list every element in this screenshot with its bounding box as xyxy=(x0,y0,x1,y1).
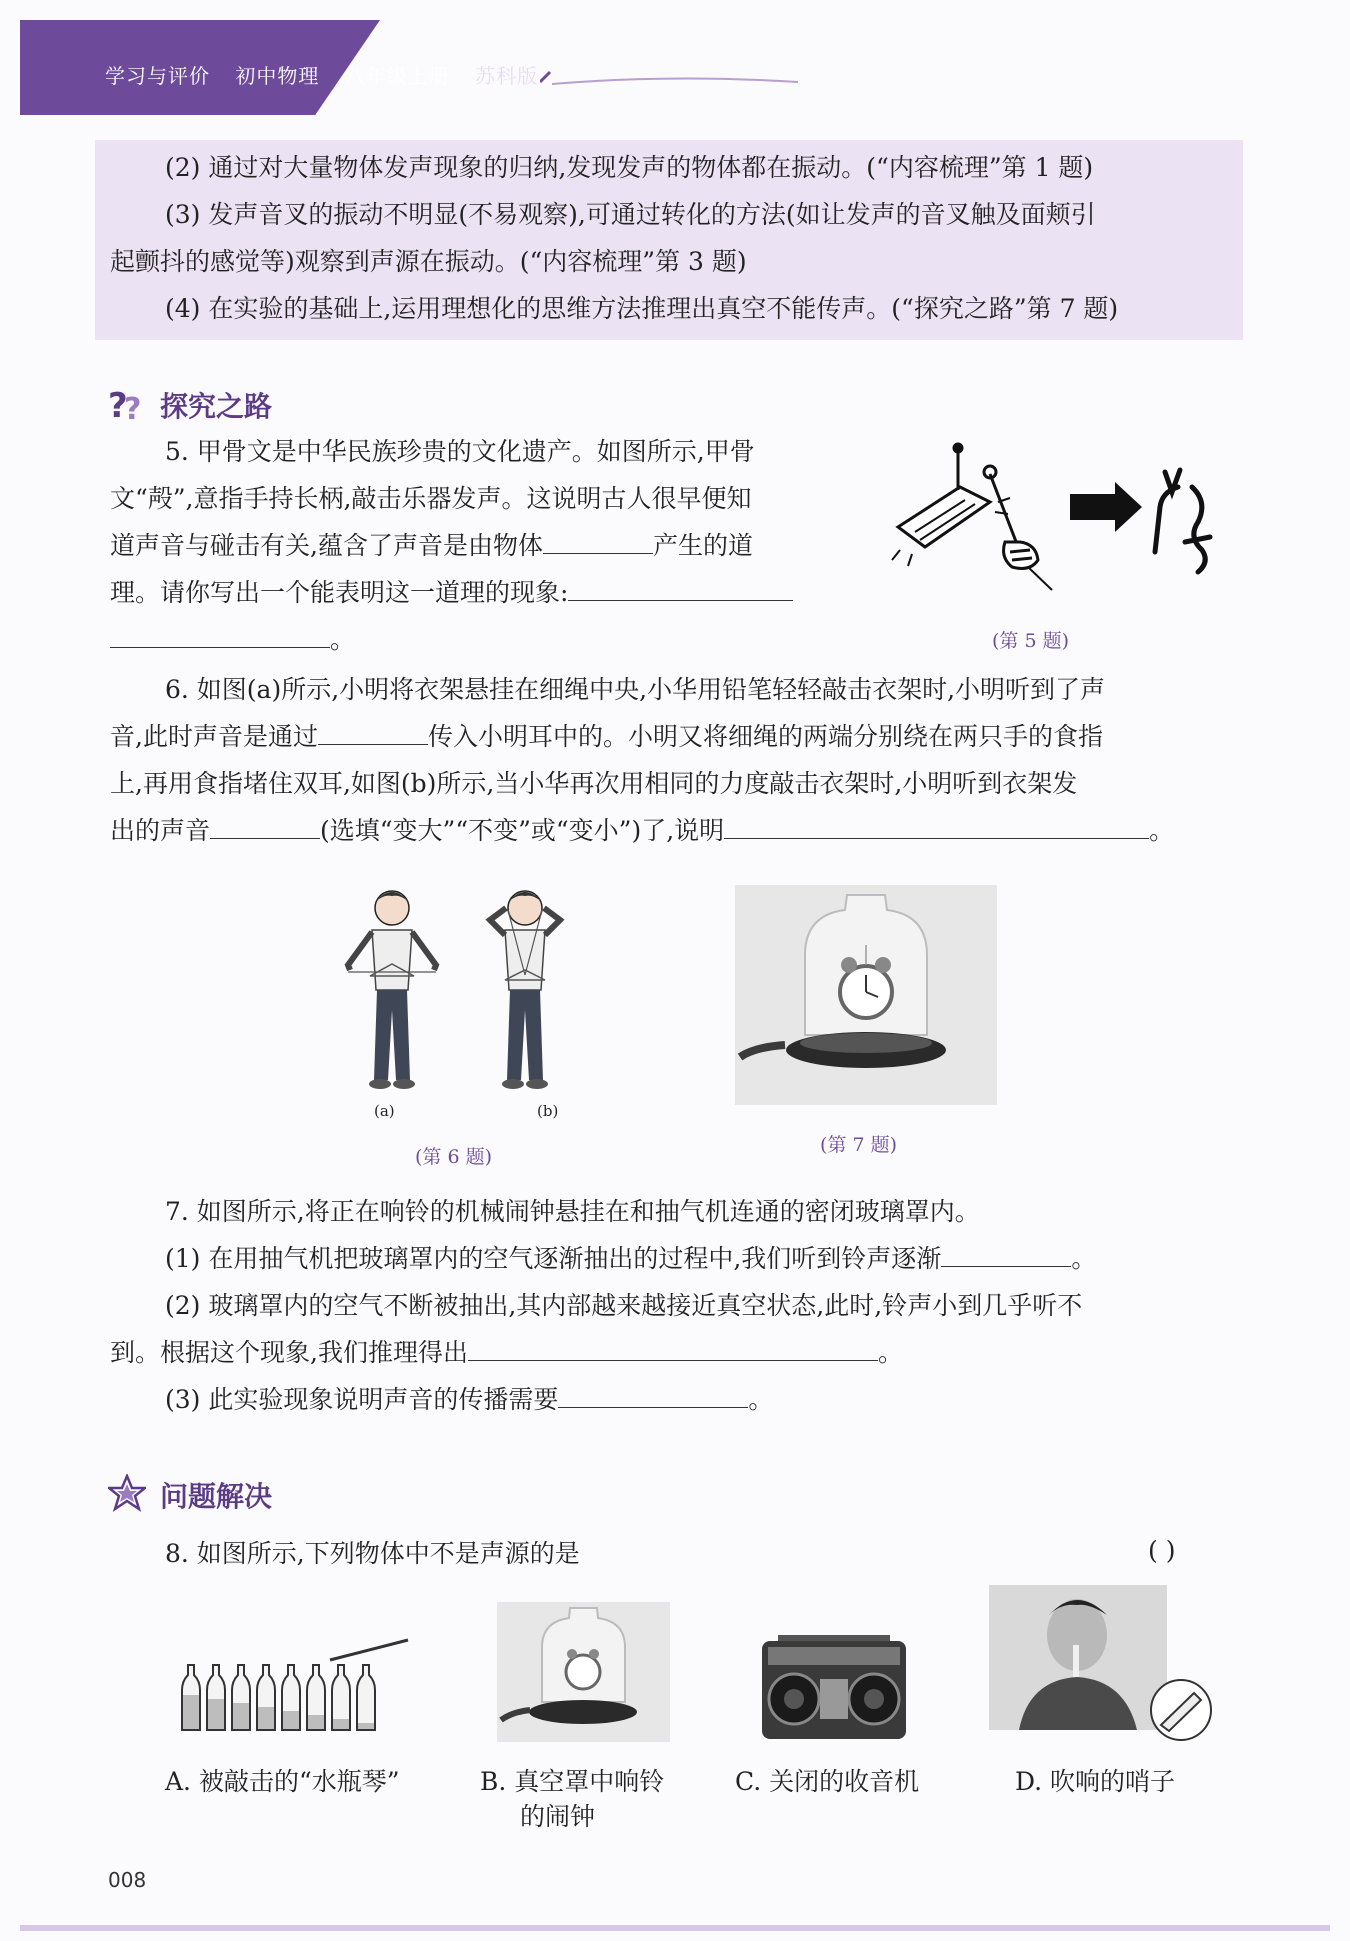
q7-line-5a: (3) 此实验现象说明声音的传播需要 xyxy=(165,1385,559,1414)
q7-blank-2[interactable] xyxy=(468,1334,878,1361)
boy-with-hanger-figure xyxy=(340,880,590,1110)
q6-line-4a: 出的声音 xyxy=(110,816,211,845)
q8-option-c[interactable]: C. 关闭的收音机 xyxy=(735,1767,920,1796)
q6-blank-1[interactable] xyxy=(318,718,428,745)
summary-point-3a: (3) 发声音叉的振动不明显(不易观察),可通过转化的方法(如让发声的音叉触及面颊引 xyxy=(165,200,1096,229)
q5-line-5 xyxy=(110,620,355,660)
q5-blank-2a[interactable] xyxy=(568,574,793,601)
q8-option-d[interactable]: D. 吹响的哨子 xyxy=(1015,1767,1176,1796)
q6-line-1: 6. 如图(a)所示,小明将衣架悬挂在细绳中央,小华用铅笔轻轻敲击衣架时,小明听到了声 xyxy=(165,675,1106,704)
boy-blowing-whistle-photo xyxy=(989,1585,1219,1745)
figure-caption-q7: (第 7 题) xyxy=(820,1134,897,1156)
book-header xyxy=(105,60,556,89)
oracle-bone-figure xyxy=(880,432,1220,602)
q6-blank-2[interactable] xyxy=(210,812,320,839)
q7-blank-1[interactable] xyxy=(941,1240,1071,1267)
svg-text:?: ? xyxy=(124,392,142,425)
pen-stroke-decoration xyxy=(540,70,800,90)
q7-period-1: 。 xyxy=(1071,1244,1097,1273)
fig6-label-a: (a) xyxy=(374,1102,395,1120)
summary-point-4: (4) 在实验的基础上,运用理想化的思维方法推理出真空不能传声。(“探究之路”第 7 题) xyxy=(165,294,1119,323)
q5-blank-2b[interactable] xyxy=(110,621,330,648)
book-title: 学习与评价 xyxy=(105,64,210,88)
svg-text:?: ? xyxy=(108,386,128,425)
q8-answer-parentheses[interactable]: ( ) xyxy=(1148,1536,1176,1565)
section-title-explore: 探究之路 xyxy=(160,390,273,423)
q5-line-4 xyxy=(110,573,793,613)
footer-bar xyxy=(20,1925,1330,1931)
q6-line-2a: 音,此时声音是通过 xyxy=(110,722,318,751)
boy-b-illustration xyxy=(490,891,560,1089)
book-level: 初中物理 xyxy=(235,64,320,88)
q7-blank-3[interactable] xyxy=(558,1381,748,1408)
figure-caption-q5: (第 5 题) xyxy=(992,630,1069,652)
star-icon xyxy=(108,1474,146,1512)
radio-cassette-player-figure xyxy=(758,1633,910,1743)
fig6-label-b: (b) xyxy=(537,1102,559,1120)
q8-option-b[interactable]: B. 真空罩中响铃 xyxy=(480,1767,665,1796)
q6-period: 。 xyxy=(1149,816,1175,845)
q6-line-4 xyxy=(110,811,1174,851)
q8-option-a[interactable]: A. 被敲击的“水瓶琴” xyxy=(165,1767,400,1796)
q7-line-2a: (1) 在用抽气机把玻璃罩内的空气逐渐抽出的过程中,我们听到铃声逐渐 xyxy=(165,1244,942,1273)
section-title-problem-solving: 问题解决 xyxy=(160,1480,273,1513)
q6-line-2b: 传入小明耳中的。小明又将细绳的两端分别绕在两只手的食指 xyxy=(427,722,1103,751)
q7-line-5 xyxy=(165,1380,773,1420)
question-marks-icon xyxy=(108,385,150,425)
q5-line-4-text: 理。请你写出一个能表明这一道理的现象: xyxy=(110,578,569,607)
q5-period: 。 xyxy=(330,625,356,654)
boy-a-illustration xyxy=(348,891,436,1089)
summary-point-2: (2) 通过对大量物体发声现象的归纳,发现发声的物体都在振动。(“内容梳理”第 1 题) xyxy=(165,153,1094,182)
q6-line-2 xyxy=(110,717,1103,757)
q5-line-2: 文“殸”,意指手持长柄,敲击乐器发声。这说明古人很早便知 xyxy=(110,484,752,513)
water-bottle-xylophone-figure xyxy=(180,1635,415,1735)
q5-line-3a: 道声音与碰击有关,蕴含了声音是由物体 xyxy=(110,531,543,560)
q6-line-4b: (选填“变大”“不变”或“变小”)了,说明 xyxy=(320,816,725,845)
q7-line-1: 7. 如图所示,将正在响铃的机械闹钟悬挂在和抽气机连通的密闭玻璃罩内。 xyxy=(165,1197,980,1226)
q5-line-3 xyxy=(110,526,753,566)
q5-blank-1[interactable] xyxy=(543,527,653,554)
q7-line-2 xyxy=(165,1239,1096,1279)
q7-period-2: 。 xyxy=(877,1338,903,1367)
figure-caption-q6: (第 6 题) xyxy=(415,1146,492,1168)
book-edition: 苏科版 xyxy=(475,64,539,88)
q7-line-3: (2) 玻璃罩内的空气不断被抽出,其内部越来越接近真空状态,此时,铃声小到几乎听不 xyxy=(165,1291,1083,1320)
q5-line-3b: 产生的道 xyxy=(652,531,753,560)
q7-line-4 xyxy=(110,1333,903,1373)
q6-line-3: 上,再用食指堵住双耳,如图(b)所示,当小华再次用相同的力度敲击衣架时,小明听到衣架发 xyxy=(110,769,1078,798)
q7-line-4a: 到。根据这个现象,我们推理得出 xyxy=(110,1338,468,1367)
summary-point-3b: 起颤抖的感觉等)观察到声源在振动。(“内容梳理”第 3 题) xyxy=(110,247,747,276)
book-grade: 八年级上册 xyxy=(344,64,450,88)
bell-jar-photo xyxy=(735,885,997,1105)
q7-period-3: 。 xyxy=(748,1385,774,1414)
q5-line-1: 5. 甲骨文是中华民族珍贵的文化遗产。如图所示,甲骨 xyxy=(165,437,755,466)
q8-option-b-cont: 的闹钟 xyxy=(520,1802,596,1831)
q8-stem: 8. 如图所示,下列物体中不是声源的是 xyxy=(165,1539,580,1568)
q6-blank-3[interactable] xyxy=(724,812,1149,839)
vacuum-bell-jar-photo xyxy=(497,1602,670,1742)
page-number: 008 xyxy=(108,1868,147,1892)
